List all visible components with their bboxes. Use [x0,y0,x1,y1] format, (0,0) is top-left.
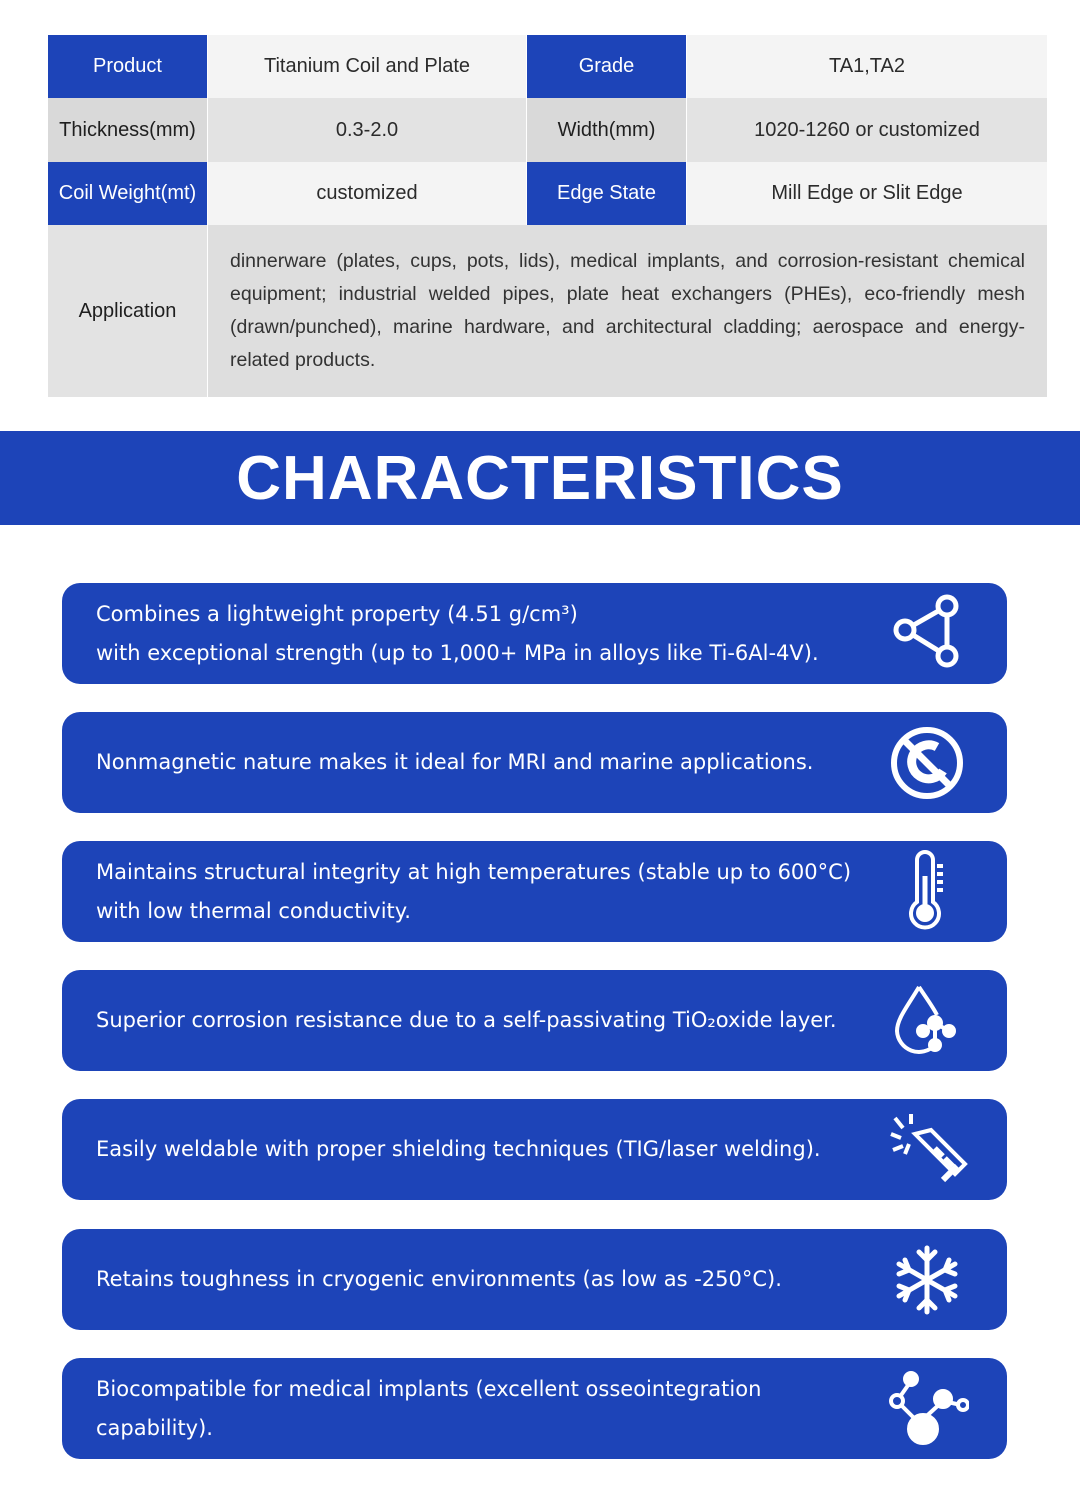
card-line-2: with low thermal conductivity. [96,898,411,923]
card-text [96,1001,837,1040]
coil-weight-label: Coil Weight(mt) [48,162,207,225]
card-line-1: Superior corrosion resistance due to a self-passivating TiO₂oxide layer. [96,1008,837,1032]
edge-state-value: Mill Edge or Slit Edge [687,162,1047,225]
welding-torch-icon [881,1108,973,1192]
card-text [96,743,813,782]
droplet-molecule-icon [881,979,973,1063]
characteristic-card-temperature [62,841,1007,942]
network-triangle-icon [881,592,973,676]
grade-label: Grade [527,35,686,98]
coil-weight-value: customized [208,162,526,225]
section-title: CHARACTERISTICS [236,443,844,513]
characteristic-card-nonmagnetic [62,712,1007,813]
card-text [96,1370,856,1448]
characteristic-card-weldable [62,1099,1007,1200]
snowflake-icon [881,1238,973,1322]
card-line-1: Easily weldable with proper shielding techniques (TIG/laser welding). [96,1137,821,1161]
product-value: Titanium Coil and Plate [208,35,526,98]
width-value: 1020-1260 or customized [687,98,1047,162]
product-label: Product [48,35,207,98]
card-line-1: Combines a lightweight property (4.51 g/cm³) [96,601,578,626]
no-magnet-icon [881,721,973,805]
thermometer-icon [881,850,973,934]
card-text [96,1260,782,1299]
card-line-1: Retains toughness in cryogenic environments (as low as -250°C). [96,1267,782,1291]
application-value: dinnerware (plates, cups, pots, lids), medical implants, and corrosion-resistant chemical equipment; industrial welded pipes, plate heat exchangers (PHEs), eco-friendly mesh (drawn/punched), marine hardware, and architectural cladding; aerospace and energy-related products. [208,225,1047,397]
molecule-icon [881,1367,973,1451]
characteristic-card-cryogenic [62,1229,1007,1330]
spec-table [48,35,1044,397]
thickness-label: Thickness(mm) [48,98,207,162]
card-line-1: Maintains structural integrity at high temperatures (stable up to 600°C) [96,859,852,884]
card-text [96,853,851,931]
edge-state-label: Edge State [527,162,686,225]
application-label: Application [48,225,207,397]
card-text [96,595,819,673]
grade-value: TA1,TA2 [687,35,1047,98]
thickness-value: 0.3-2.0 [208,98,526,162]
characteristic-card-lightweight [62,583,1007,684]
characteristic-card-biocompatible [62,1358,1007,1459]
card-line-1: Biocompatible for medical implants (excellent osseointegration capability). [96,1376,762,1440]
characteristic-card-corrosion [62,970,1007,1071]
card-text [96,1130,821,1169]
card-line-1: Nonmagnetic nature makes it ideal for MRI and marine applications. [96,750,814,774]
card-line-2: with exceptional strength (up to 1,000+ MPa in alloys like Ti-6Al-4V). [96,640,819,665]
characteristics-banner [0,431,1080,525]
width-label: Width(mm) [527,98,686,162]
